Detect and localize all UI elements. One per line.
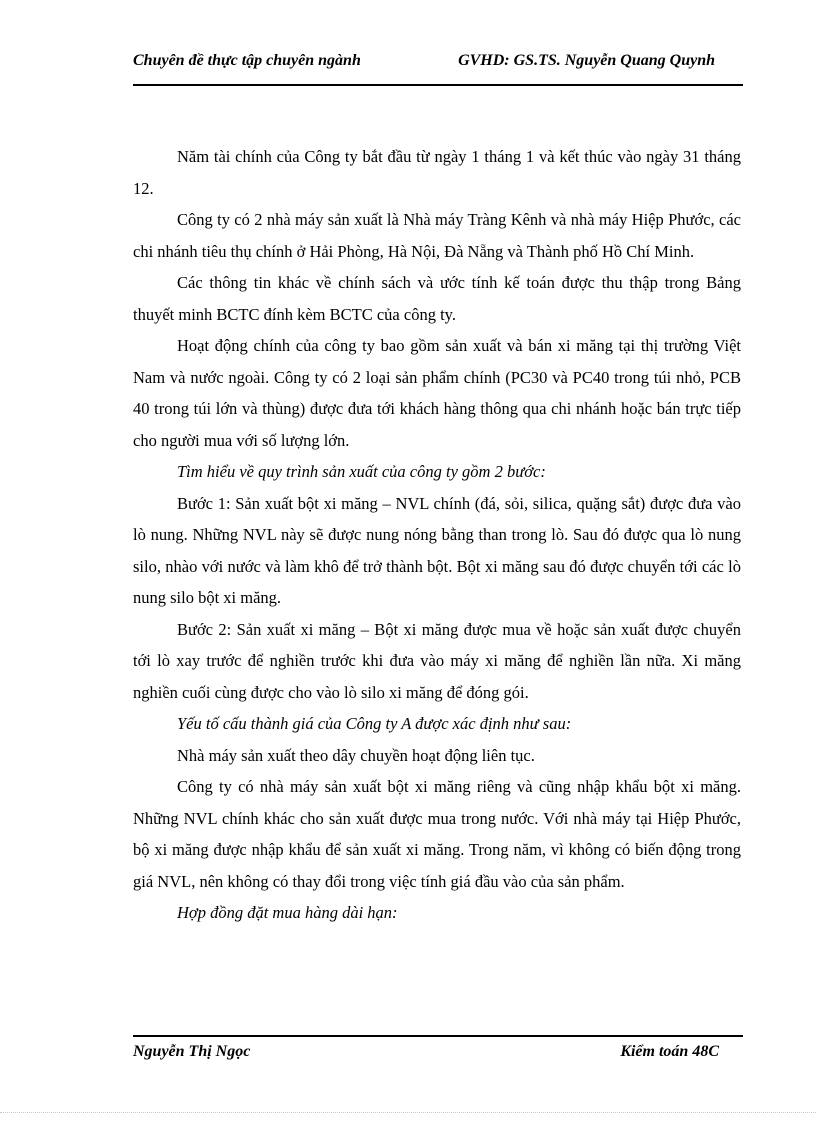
page-footer bbox=[133, 1043, 743, 1065]
paragraph-factories: Công ty có 2 nhà máy sản xuất là Nhà máy Tràng Kênh và nhà máy Hiệp Phước, các chi nhánh tiêu thụ chính ở Hải Phòng, Hà Nội, Đà Nẵng và Thành phố Hồ Chí Minh. bbox=[133, 210, 741, 261]
paragraph-accounting-info: Các thông tin khác về chính sách và ước tính kế toán được thu thập trong Bảng thuyết minh BCTC đính kèm BCTC của công ty. bbox=[133, 273, 741, 324]
heading-price-factors: Yếu tố cấu thành giá của Công ty A được xác định như sau: bbox=[177, 714, 572, 733]
paragraph-step-2: Bước 2: Sản xuất xi măng – Bột xi măng được mua về hoặc sản xuất được chuyển tới lò xay trước để nghiền trước khi đưa vào máy xi măng để nghiền lần nữa. Xi măng nghiền cuối cùng được cho vào lò silo xi măng để đóng gói. bbox=[133, 619, 741, 702]
footer-class: Kiểm toán 48C bbox=[620, 1043, 719, 1060]
paragraph-materials: Công ty có nhà máy sản xuất bột xi măng riêng và cũng nhập khẩu bột xi măng. Những NVL chính khác cho sản xuất được mua trong nước. Với nhà máy tại Hiệp Phước, bộ xi măng được nhập khẩu để sản xuất xi măng. Trong năm, vì không có biến động trong giá NVL, nên không có thay đổi trong việc tính giá đầu vào của sản phẩm. bbox=[133, 777, 741, 891]
page-header bbox=[133, 52, 743, 74]
paragraph-main-activity: Hoạt động chính của công ty bao gồm sản xuất và bán xi măng tại thị trường Việt Nam và nước ngoài. Công ty có 2 loại sản phẩm chính (PC30 và PC40 trong túi nhỏ, PCB 40 trong túi lớn và thùng) được đưa tới khách hàng thông qua chi nhánh hoặc bán trực tiếp cho người mua với số lượng lớn. bbox=[133, 336, 741, 450]
paragraph-fiscal-year: Năm tài chính của Công ty bắt đầu từ ngày 1 tháng 1 và kết thúc vào ngày 31 tháng 12. bbox=[133, 147, 741, 198]
paragraph-continuous-line: Nhà máy sản xuất theo dây chuyền hoạt động liên tục. bbox=[177, 745, 535, 765]
body-text bbox=[133, 141, 741, 929]
footer-rule bbox=[133, 1035, 743, 1037]
heading-production-process: Tìm hiểu về quy trình sản xuất của công ty gồm 2 bước: bbox=[177, 462, 546, 481]
header-rule bbox=[133, 84, 743, 86]
header-supervisor: GVHD: GS.TS. Nguyễn Quang Quynh bbox=[458, 52, 715, 69]
footer-author: Nguyễn Thị Ngọc bbox=[133, 1043, 251, 1060]
paragraph-step-1: Bước 1: Sản xuất bột xi măng – NVL chính (đá, sỏi, silica, quặng sắt) được đưa vào lò nung. Những NVL này sẽ được nung nóng bằng than trong lò. Sau đó được qua lò nung silo, nhào với nước và làm khô để trở thành bột. Bột xi măng sau đó được chuyển tới các lò nung silo bột xi măng. bbox=[133, 493, 741, 607]
heading-long-term-contracts: Hợp đồng đặt mua hàng dài hạn: bbox=[177, 903, 398, 922]
header-report-title: Chuyên đề thực tập chuyên ngành bbox=[133, 52, 361, 69]
page-edge-divider bbox=[0, 1112, 816, 1113]
